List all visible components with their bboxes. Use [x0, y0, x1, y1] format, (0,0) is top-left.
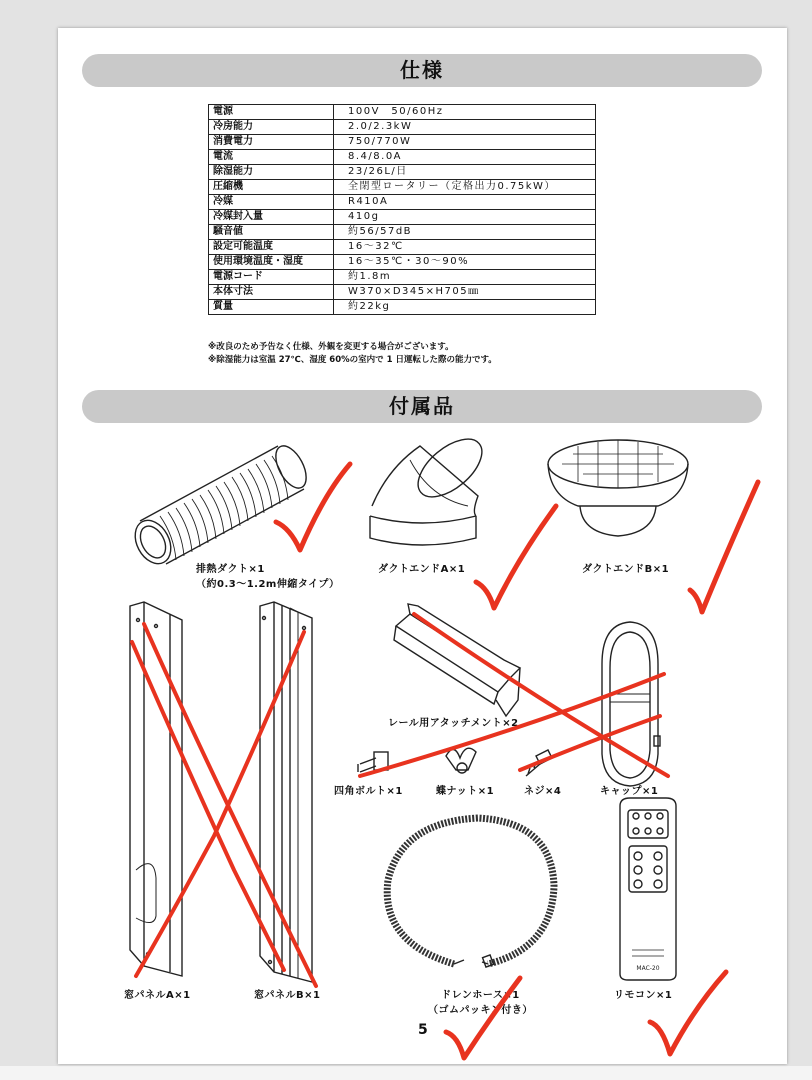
square-bolt-caption: 四角ボルト×1: [334, 786, 403, 797]
window-panel-a-illustration: [130, 602, 182, 976]
duct-end-a-caption: ダクトエンドA×1: [378, 564, 466, 575]
wing-nut-caption: 蝶ナット×1: [436, 786, 495, 797]
spec-label: 騒音値: [209, 225, 334, 240]
spec-value: 約1.8m: [334, 270, 596, 285]
spec-label: 冷房能力: [209, 120, 334, 135]
page-number: 5: [418, 1022, 428, 1038]
exhaust-duct-illustration: [128, 441, 312, 570]
exhaust-duct-label: 排熱ダクト×1: [196, 564, 265, 575]
spec-label: 除湿能力: [209, 165, 334, 180]
accessory-illustrations: [58, 28, 787, 1064]
window-panel-b-caption: 窓パネルB×1: [254, 990, 321, 1001]
spec-value: 750/770W: [334, 135, 596, 150]
cap-illustration: [602, 622, 660, 786]
spec-label: 使用環境温度・湿度: [209, 255, 334, 270]
rail-attachment-illustration: [394, 604, 520, 716]
manual-page: [58, 28, 787, 1064]
duct-end-b-caption: ダクトエンドB×1: [582, 564, 670, 575]
spec-value: 全閉型ロータリー（定格出力0.75kW）: [334, 180, 596, 195]
spec-note-2: ※除湿能力は室温 27℃、湿度 60%の室内で 1 日運転した際の能力です。: [208, 355, 497, 365]
drain-hose-caption: [428, 986, 533, 1016]
spec-label: 本体寸法: [209, 285, 334, 300]
duct-end-b-illustration: [548, 440, 688, 536]
spec-label: 冷媒封入量: [209, 210, 334, 225]
spec-value: 8.4/8.0A: [334, 150, 596, 165]
screw-illustration: [526, 750, 552, 776]
spec-value: 2.0/2.3kW: [334, 120, 596, 135]
window-panel-b-illustration: [260, 602, 312, 982]
exhaust-duct-caption: [196, 560, 339, 590]
window-panel-a-caption: 窓パネルA×1: [124, 990, 191, 1001]
spec-note-1: ※改良のため予告なく仕様、外観を変更する場合がございます。: [208, 342, 454, 352]
spec-label: 電流: [209, 150, 334, 165]
rail-attachment-caption: レール用アタッチメント×2: [388, 718, 519, 729]
spec-label: 冷媒: [209, 195, 334, 210]
spec-value: 23/26L/日: [334, 165, 596, 180]
spec-label: 設定可能温度: [209, 240, 334, 255]
spec-value: W370×D345×H705㎜: [334, 285, 596, 300]
viewer-bottom-strip: [0, 1066, 812, 1080]
drain-hose-sublabel: （ゴムパッキン付き）: [428, 1005, 533, 1016]
spec-label: 消費電力: [209, 135, 334, 150]
spec-label: 圧縮機: [209, 180, 334, 195]
remote-illustration: [620, 798, 676, 980]
cap-caption: キャップ×1: [600, 786, 659, 797]
wing-nut-illustration: [446, 748, 476, 773]
spec-label: 電源コード: [209, 270, 334, 285]
spec-value: 100V 50/60Hz: [334, 105, 596, 120]
spec-value: 16〜35℃・30〜90%: [334, 255, 596, 270]
duct-end-a-illustration: [370, 428, 492, 545]
spec-value: 約56/57dB: [334, 225, 596, 240]
screw-caption: ネジ×4: [524, 786, 562, 797]
spec-value: 約22kg: [334, 300, 596, 315]
spec-value: 16〜32℃: [334, 240, 596, 255]
square-bolt-illustration: [358, 752, 388, 772]
remote-caption: リモコン×1: [614, 990, 673, 1001]
spec-label: 電源: [209, 105, 334, 120]
spec-section-header: 仕様: [82, 54, 762, 87]
drain-hose-label: ドレンホース×1: [441, 990, 520, 1001]
spec-label: 質量: [209, 300, 334, 315]
remote-model-label: MAC-20: [636, 965, 660, 972]
spec-value: 410g: [334, 210, 596, 225]
spec-value: R410A: [334, 195, 596, 210]
accessories-section-header: 付属品: [82, 390, 762, 423]
exhaust-duct-sublabel: （約0.3〜1.2m伸縮タイプ）: [196, 579, 340, 590]
drain-hose-illustration: [387, 818, 554, 967]
